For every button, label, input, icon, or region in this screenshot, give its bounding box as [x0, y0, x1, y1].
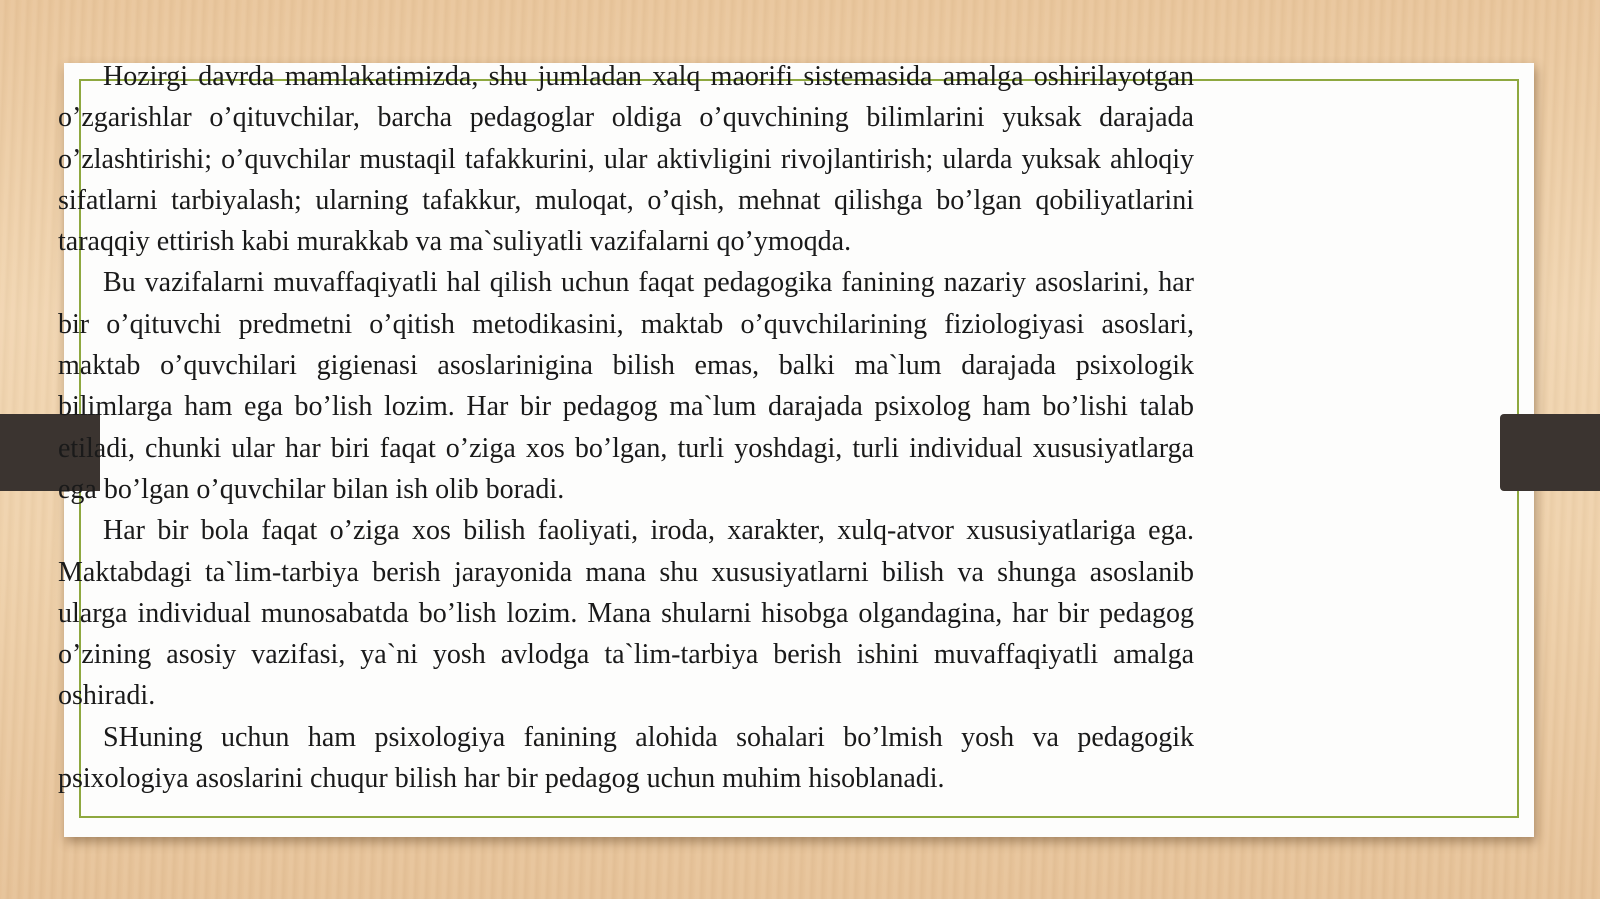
right-decorative-tab	[1500, 414, 1600, 491]
slide-text-body	[58, 56, 1194, 799]
paragraph-2: Bu vazifalarni muvaffaqiyatli hal qilish uchun faqat pedagogika fanining nazariy asoslarini, har bir o’qituvchi predmetni o’qitish metodikasini, maktab o’quvchilarining fiziologiyasi asoslari, maktab o’quvchilari gigienasi asoslarinigina bilish emas, balki ma`lum darajada psixologik bilimlarga ham ega bo’lish lozim. Har bir pedagog ma`lum darajada psixolog ham bo’lishi talab etiladi, chunki ular har biri faqat o’ziga xos bo’lgan, turli yoshdagi, turli individual xususiyatlarga ega bo’lgan o’quvchilar bilan ish olib boradi.	[58, 267, 1194, 505]
paragraph-1: Hozirgi davrda mamlakatimizda, shu jumladan xalq maorifi sistemasida amalga oshirilayotgan o’zgarishlar o’qituvchilar, barcha pedagoglar oldiga o’quvchining bilimlarini yuksak darajada o’zlashtirishi; o’quvchilar mustaqil tafakkurini, ular aktivligini rivojlantirish; ularda yuksak ahloqiy sifatlarni tarbiyalash; ularning tafakkur, muloqat, o’qish, mehnat qilishga bo’lgan qobiliyatlarini taraqqiy ettirish kabi murakkab va ma`suliyatli vazifalarni qo’ymoqda.	[58, 61, 1194, 258]
paragraph-4: SHuning uchun ham psixologiya fanining alohida sohalari bo’lmish yosh va pedagogik psixologiya asoslarini chuqur bilish har bir pedagog uchun muhim hisoblanadi.	[58, 721, 1194, 795]
paragraph-3: Har bir bola faqat o’ziga xos bilish faoliyati, iroda, xarakter, xulq-atvor xususiyatlariga ega. Maktabdagi ta`lim-tarbiya berish jarayonida mana shu xususiyatlarni bilish va shunga asoslanib ularga individual munosabatda bo’lish lozim. Mana shularni hisobga olgandagina, har bir pedagog o’zining asosiy vazifasi, ya`ni yosh avlodga ta`lim-tarbiya berish ishini muvaffaqiyatli amalga oshiradi.	[58, 515, 1194, 712]
